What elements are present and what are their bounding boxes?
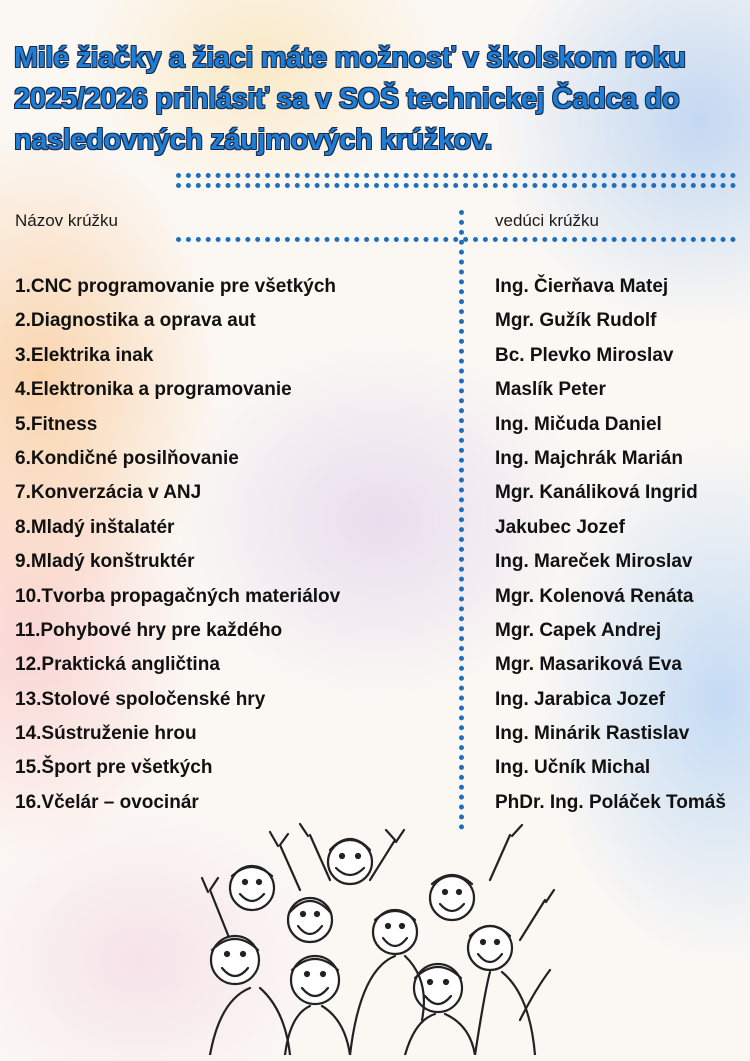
club-name: 12.Praktická angličtina bbox=[15, 654, 220, 676]
club-row bbox=[0, 414, 750, 448]
club-row bbox=[0, 448, 750, 482]
club-row bbox=[0, 723, 750, 757]
club-row bbox=[0, 482, 750, 516]
club-name: 7.Konverzácia v ANJ bbox=[15, 482, 202, 504]
club-leader: Bc. Plevko Miroslav bbox=[495, 344, 674, 366]
club-name: 4.Elektronika a programovanie bbox=[15, 379, 292, 401]
club-name: 5.Fitness bbox=[15, 413, 98, 435]
club-name: 2.Diagnostika a oprava aut bbox=[15, 310, 256, 332]
title-line-1: Milé žiačky a žiaci máte možnosť v školskom roku bbox=[14, 42, 686, 74]
club-row bbox=[0, 586, 750, 620]
club-leader: Mgr. Masariková Eva bbox=[495, 654, 682, 676]
club-leader: Maslík Peter bbox=[495, 379, 606, 401]
title-line-2: 2025/2026 prihlásiť sa v SOŠ technickej Čadca do bbox=[14, 83, 680, 115]
dotted-divider-top-2 bbox=[176, 183, 736, 188]
club-leader: Ing. Mareček Miroslav bbox=[495, 551, 693, 573]
page-title bbox=[14, 38, 744, 161]
club-name: 10.Tvorba propagačných materiálov bbox=[15, 585, 341, 607]
club-leader: PhDr. Ing. Poláček Tomáš bbox=[495, 791, 726, 813]
club-row bbox=[0, 757, 750, 791]
dotted-divider-header bbox=[176, 237, 736, 242]
club-name: 9.Mladý konštruktér bbox=[15, 551, 195, 573]
club-leader: Mgr. Capek Andrej bbox=[495, 619, 662, 641]
club-leader: Ing. Majchrák Marián bbox=[495, 447, 683, 469]
title-line-3: nasledovných záujmových krúžkov. bbox=[14, 124, 493, 156]
club-row bbox=[0, 276, 750, 310]
club-name: 15.Šport pre všetkých bbox=[15, 757, 213, 779]
club-row bbox=[0, 310, 750, 344]
club-row bbox=[0, 345, 750, 379]
club-row bbox=[0, 379, 750, 413]
club-row bbox=[0, 551, 750, 585]
club-leader: Mgr. Gužík Rudolf bbox=[495, 310, 657, 332]
club-name: 11.Pohybové hry pre každého bbox=[15, 619, 283, 641]
club-name: 3.Elektrika inak bbox=[15, 344, 154, 366]
happy-kids-illustration bbox=[190, 820, 560, 1055]
club-leader: Ing. Mičuda Daniel bbox=[495, 413, 662, 435]
club-leader: Ing. Čierňava Matej bbox=[495, 276, 669, 297]
club-leader: Ing. Minárik Rastislav bbox=[495, 723, 690, 745]
club-name: 14.Sústruženie hrou bbox=[15, 723, 197, 745]
dotted-divider-top-1 bbox=[176, 173, 736, 178]
column-header-club-name: Názov krúžku bbox=[15, 211, 118, 230]
column-header-club-leader: vedúci krúžku bbox=[495, 211, 599, 230]
club-leader: Jakubec Jozef bbox=[495, 516, 625, 538]
club-name: 8.Mladý inštalatér bbox=[15, 516, 175, 538]
club-leader: Mgr. Kanáliková Ingrid bbox=[495, 482, 698, 504]
club-row bbox=[0, 689, 750, 723]
club-row bbox=[0, 620, 750, 654]
club-name: 16.Včelár – ovocinár bbox=[15, 791, 199, 813]
club-name: 13.Stolové spoločenské hry bbox=[15, 688, 266, 710]
club-row bbox=[0, 517, 750, 551]
club-row bbox=[0, 654, 750, 688]
club-leader: Ing. Učník Michal bbox=[495, 757, 651, 779]
club-name: 6.Kondičné posilňovanie bbox=[15, 447, 239, 469]
club-name: 1.CNC programovanie pre všetkých bbox=[15, 276, 337, 297]
club-leader: Ing. Jarabica Jozef bbox=[495, 688, 666, 710]
club-list bbox=[0, 276, 750, 826]
club-leader: Mgr. Kolenová Renáta bbox=[495, 585, 694, 607]
